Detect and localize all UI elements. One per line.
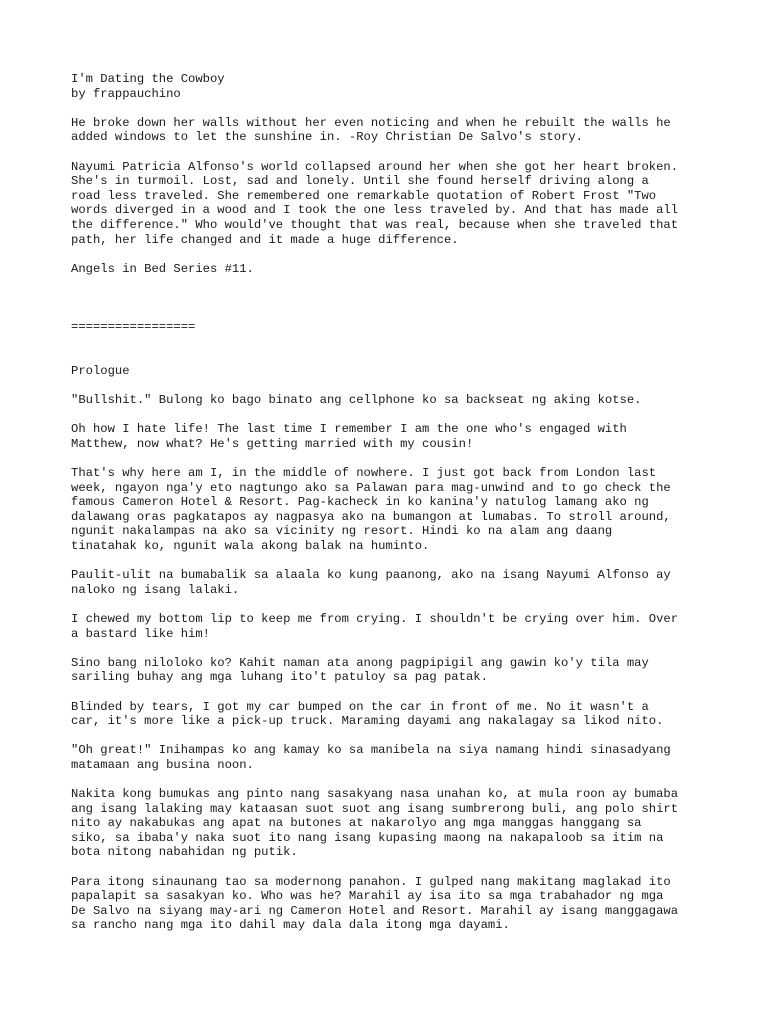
separator-line: ================= [71,320,196,335]
paragraph: Nakita kong bumukas ang pinto nang sasakyang nasa unahan ko, at mula roon ay bumaba ang isang lalaking may kataasan suot suot ang isang sumbrerong buli, ang polo shirt nito ay nakabukas ang apat na butones at nakarolyo ang mga manggas hanggang sa siko, sa ibaba'y naka suot ito nang isang kupasing maong na nakapaloob sa itim na bota nitong nabahidan ng putik. [71,787,679,860]
paragraph: "Bullshit." Bulong ko bago binato ang cellphone ko sa backseat ng aking kotse. [71,393,642,408]
chapter-heading: Prologue [71,363,130,378]
paragraph: Paulit-ulit na bumabalik sa alaala ko kung paanong, ako na isang Nayumi Alfonso ay naloko ng isang lalaki. [71,568,671,597]
tagline: He broke down her walls without her even noticing and when he rebuilt the walls he added windows to let the sunshine in. -Roy Christian De Salvo's story. [71,115,671,145]
series-line: Angels in Bed Series #11. [71,261,254,276]
summary: Nayumi Patricia Alfonso's world collapsed around her when she got her heart broken. She's in turmoil. Lost, sad and lonely. Until she found herself driving along a road less traveled. She remembered one remarkable quotation of Robert Frost "Two words diverged in a wood and I took the one less traveled by. And that has made all the difference." Who would've thought that was real, because when she traveled that path, her life changed and it made a huge difference. [71,159,679,247]
author-line: by frappauchino [71,86,181,101]
paragraph: "Oh great!" Inihampas ko ang kamay ko sa manibela na siya namang hindi sinasadyang matamaan ang busina noon. [71,743,671,772]
document-title: I'm Dating the Cowboy [71,72,225,86]
spacer [71,291,711,320]
paragraph: I chewed my bottom lip to keep me from crying. I shouldn't be crying over him. Over a bastard like him! [71,611,679,641]
document-page [71,72,711,948]
paragraph: Blinded by tears, I got my car bumped on the car in front of me. No it wasn't a car, it's more like a pick-up truck. Maraming dayami ang nakalagay sa likod nito. [71,699,664,729]
paragraph: Sino bang niloloko ko? Kahit naman ata anong pagpipigil ang gawin ko'y tila may sariling buhay ang mga luhang ito't patuloy sa pag patak. [71,655,649,685]
spacer [71,349,711,364]
paragraph: Oh how I hate life! The last time I remember I am the one who's engaged with Matthew, now what? He's getting married with my cousin! [71,422,627,451]
paragraph: That's why here am I, in the middle of nowhere. I just got back from London last week, ngayon nga'y eto nagtungo ako sa Palawan para mag-unwind and to go check the famous Cameron Hotel & Resort. Pag-kacheck in ko kanina'y natulog lamang ako ng dalawang oras pagkatapos ay nagpasya ako na bumangon at lumabas. To stroll around, ngunit nakalampas na ako sa vicinity ng resort. Hindi ko na alam ang daang tinatahak ko, ngunit wala akong balak na huminto. [71,466,671,553]
paragraph: Para itong sinaunang tao sa modernong panahon. I gulped nang makitang maglakad ito papalapit sa sasakyan ko. Who was he? Marahil ay isa ito sa mga trabahador ng mga De Salvo na siyang may-ari ng Cameron Hotel and Resort. Marahil ay isang manggagawa sa rancho nang mga ito dahil may dala dala itong mga dayami. [71,874,679,933]
title-block [71,72,711,101]
